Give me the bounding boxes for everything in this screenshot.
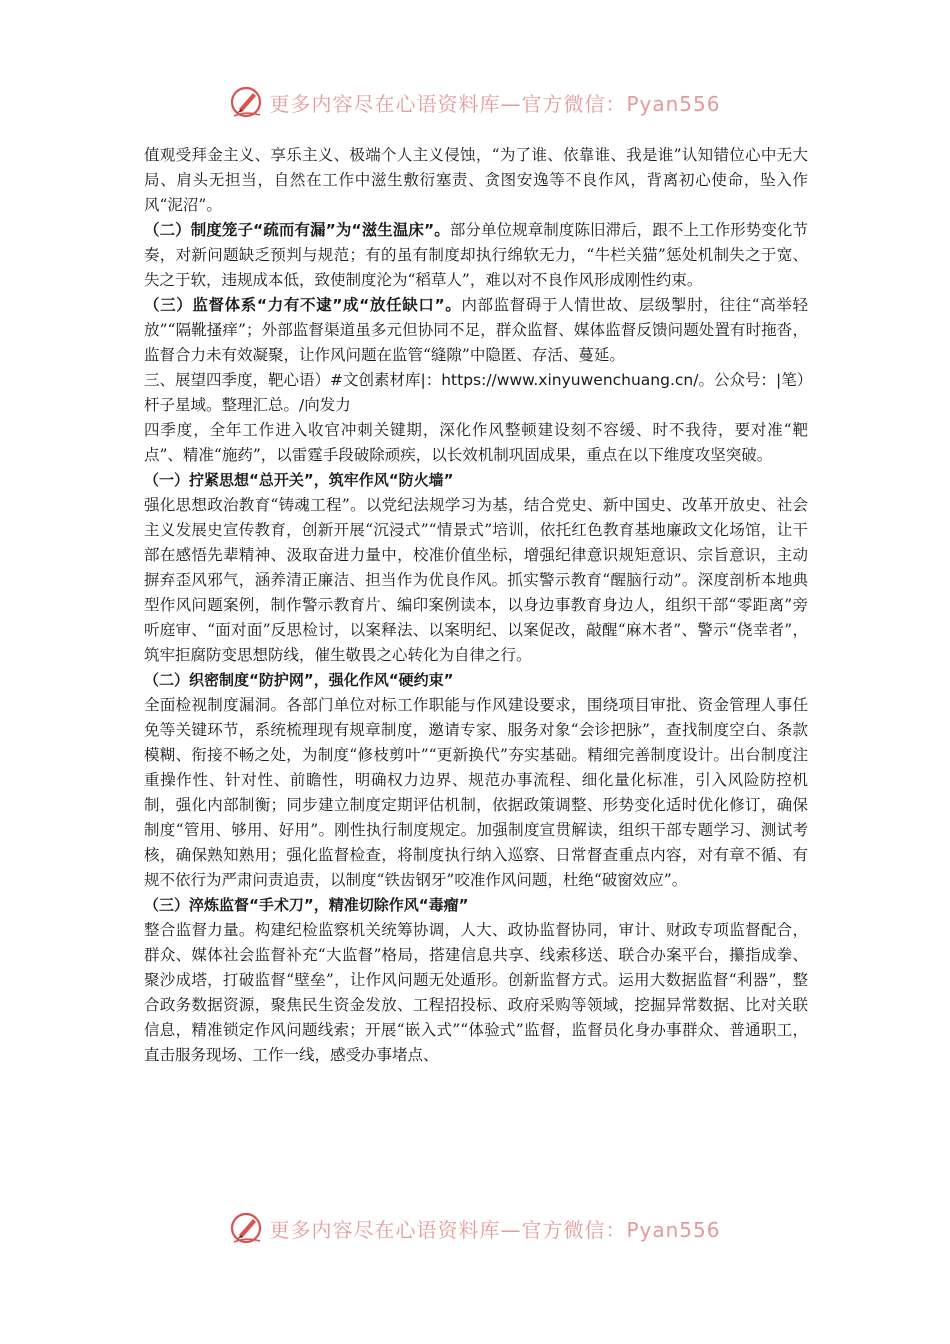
subsection-1-body: 强化思想政治教育“铸魂工程”。以党纪法规学习为基，结合党史、新中国史、改革开放史、社会主义发展史宣传教育，创新开展“沉浸式”“情景式”培训，依托红色教育基地廉政文化场馆，让干部在感悟先辈精神、汲取奋进力量中，校准价值坐标，增强纪律意识规矩意识、宗旨意识，主动摒弃歪风邪气，涵养清正廉洁、担当作为优良作风。抓实警示教育“醒脑行动”。深度剖析本地典型作风问题案例，制作警示教育片、编印案例读本，以身边事教育身边人，组织干部“零距离”旁听庭审、“面对面”反思检讨，以案释法、以案明纪、以案促改，敲醒“麻木者”、警示“侥幸者”，筑牢拒腐防变思想防线，催生敬畏之心转化为自律之行。 [144,496,808,664]
section-3-title: （三）监督体系“力有不逮”成“放任缺口”。 [144,296,462,314]
pen-logo-icon [229,1211,263,1245]
header-watermark-text: 更多内容尽在心语资料库—官方微信：Pyan556 [269,91,721,116]
document-body [144,143,808,1068]
subheading-2: （二）织密制度“防护网”，强化作风“硬约束” [144,671,454,689]
section-2-body: 部分单位规章制度陈旧滞后，跟不上工作形势变化节奏，对新问题缺乏预判与规范；有的虽有制度却执行绵软无力，“牛栏关猫”惩处机制失之于宽、失之于软，违规成本低，致使制度沦为“稻草人”，难以对不良作风形成刚性约束。 [144,221,809,289]
footer-watermark-text: 更多内容尽在心语资料库—官方微信：Pyan556 [269,1217,721,1242]
subheading-1: （一）拧紧思想“总开关”，筑牢作风“防火墙” [144,471,454,489]
section-2-paragraph [144,218,808,293]
header-watermark [0,82,950,122]
subsection-3-body: 整合监督力量。构建纪检监察机关统筹协调，人大、政协监督协同，审计、财政专项监督配合，群众、媒体社会监督补充“大监督”格局，搭建信息共享、线索移送、联合办案平台，攥指成拳、聚沙成塔，打破监督“壁垒”，让作风问题无处遁形。创新监督方式。运用大数据监督“利器”，整合政务数据资源，聚焦民生资金发放、工程招投标、政府采购等领域，挖掘异常数据、比对关联信息，精准锁定作风问题线索；开展“嵌入式”“体验式”监督，监督员化身办事群众、普通职工，直击服务现场、工作一线，感受办事堵点、 [144,921,808,1064]
section-3-body: 内部监督碍于人情世故、层级掣肘，往往“高举轻放”“隔靴搔痒”；外部监督渠道虽多元但协同不足，群众监督、媒体监督反馈问题处置有时拖沓，监督合力未有效凝聚，让作风问题在监管“缝隙”中隐匿、存活、蔓延。 [144,296,808,364]
subsection-2-body: 全面检视制度漏洞。各部门单位对标工作职能与作风建设要求，围绕项目审批、资金管理人事任免等关键环节，系统梳理现有规章制度，邀请专家、服务对象“会诊把脉”，查找制度空白、条款模糊、衔接不畅之处，为制度“修枝剪叶”“更新换代”夯实基础。精细完善制度设计。出台制度注重操作性、针对性、前瞻性，明确权力边界、规范办事流程、细化量化标准，引入风险防控机制，强化内部制衡；同步建立制度定期评估机制，依据政策调整、形势变化适时优化修订，确保制度“管用、够用、好用”。刚性执行制度规定。加强制度宣贯解读，组织干部专题学习、测试考核，确保熟知熟用；强化监督检查，将制度执行纳入巡察、日常督查重点内容，对有章不循、有规不依行为严肃问责追责，以制度“铁齿钢牙”咬准作风问题，杜绝“破窗效应”。 [144,696,808,889]
section-2-title: （二）制度笼子“疏而有漏”为“滋生温床”。 [144,221,450,239]
part-3-heading: 三、展望四季度，靶心语）#文创素材库|：https://www.xinyuwenchuang.cn/。公众号：|笔）杆子星域。整理汇总。/向发力 [144,371,805,414]
section-3-paragraph [144,293,808,368]
subheading-3: （三）淬炼监督“手术刀”，精准切除作风“毒瘤” [144,896,469,914]
pen-logo-icon [229,85,263,119]
paragraph-continued: 值观受拜金主义、享乐主义、极端个人主义侵蚀，“为了谁、依靠谁、我是谁”认知错位心中无大局、肩头无担当，自然在工作中滋生敷衍塞责、贪图安逸等不良作风，背离初心使命，坠入作风“泥沼”。 [144,146,808,214]
footer-watermark [0,1208,950,1248]
part-3-intro: 四季度，全年工作进入收官冲刺关键期，深化作风整顿建设刻不容缓、时不我待，要对准“靶点”、精准“施药”，以雷霆手段破除顽疾，以长效机制巩固成果，重点在以下维度攻坚突破。 [144,421,808,464]
